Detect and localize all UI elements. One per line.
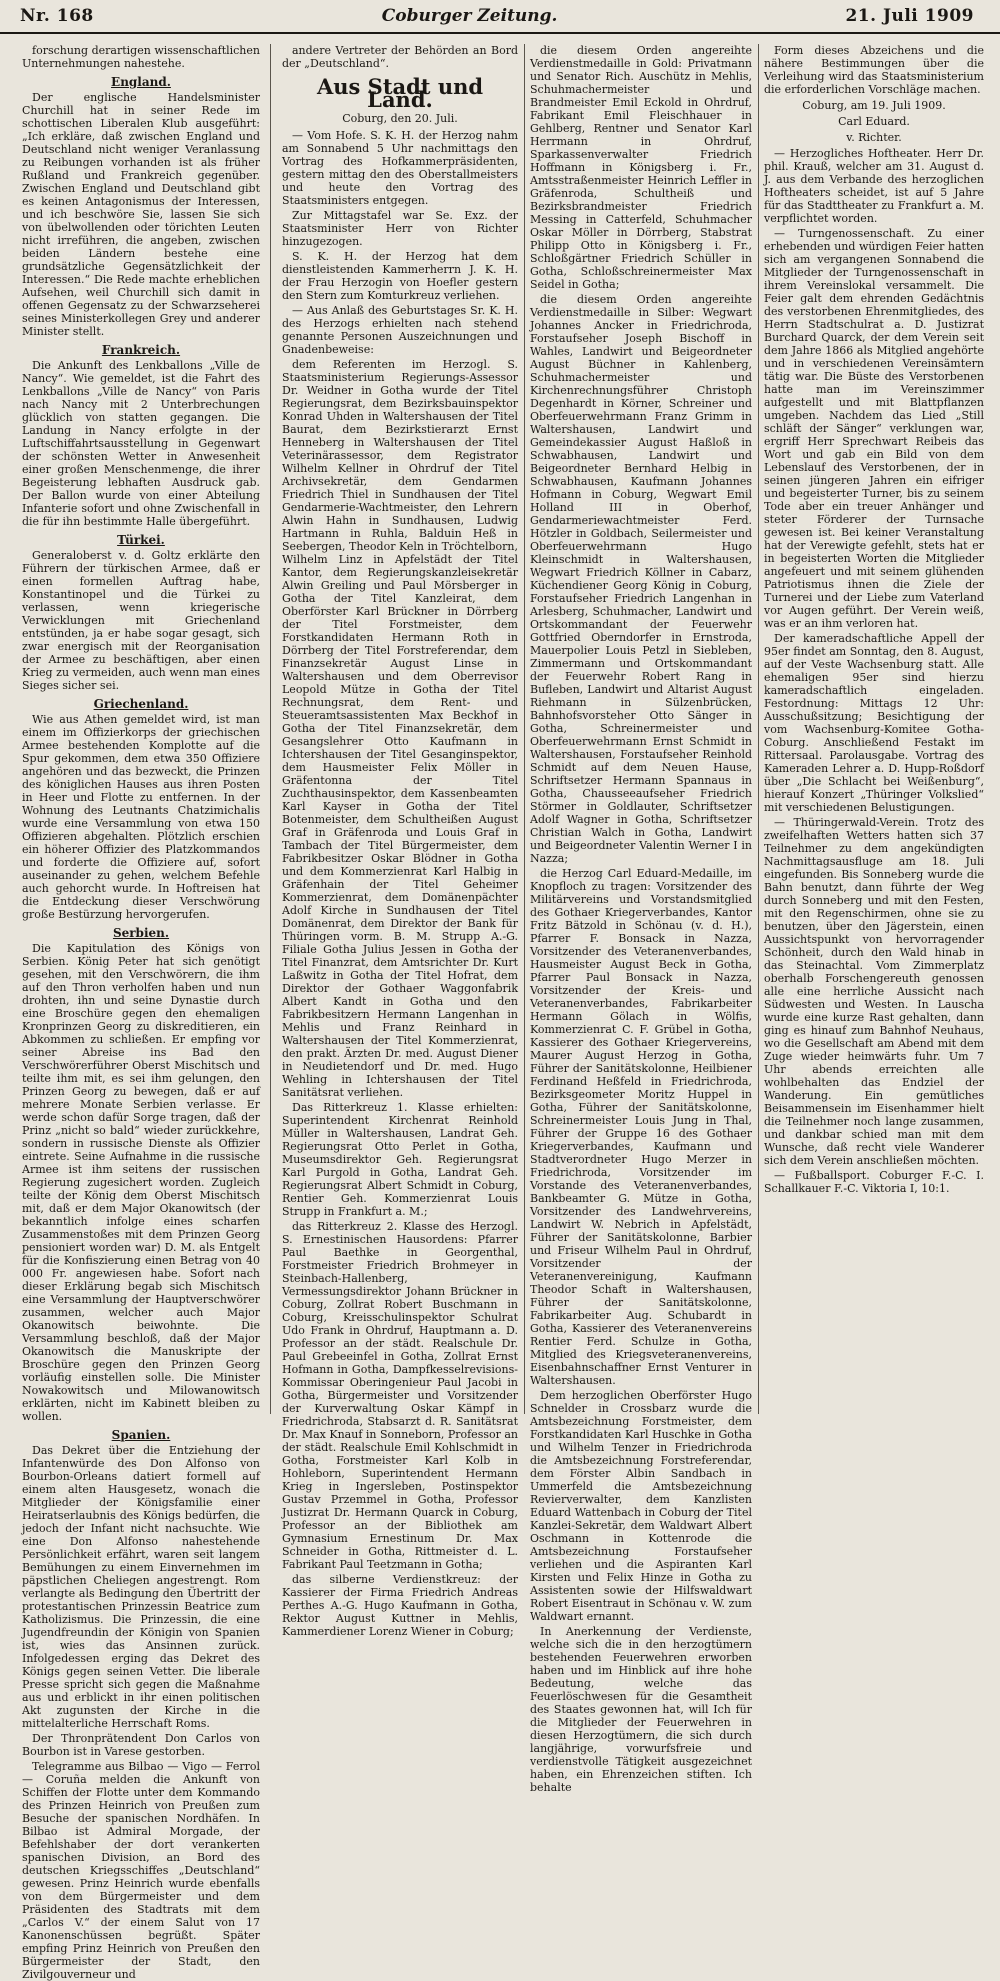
article-text: die diesem Orden angereihte Verdienstmedaille in Gold: Privatmann und Senator Rich. Auschütz in Mehlis, Schuhmachermeister und Brandmeister Emil Eckold in Ohrdruf, Fabrikant Emil Fleischhauer in Gehlberg, Rentner und Senator Karl Herrmann in Ohrdruf, Sparkassenverwalter Friedrich Hoffmann in Königsberg i. Fr., Amtsstraßenmeister Heinrich Leffler in Gräfenroda, Schultheiß und Bezirksbrandmeister Friedrich Messing in Catterfeld, Schuhmacher Oskar Möller in Dörrberg, Stabstrat Philipp Otto in Königsberg i. Fr., Schloßgärtner Friedrich Schüller in Gotha, Schloßschreinermeister Max Seidel in Gotha;: [530, 44, 752, 291]
article-text: Wie aus Athen gemeldet wird, ist man einem im Offizierkorps der griechischen Armee bestehenden Komplotte auf die Spur gekommen, dem etwa 350 Offiziere angehören und das bezweckt, die Prinzen des königlichen Hauses aus ihren Posten in Heer und Flotte zu entfernen. In der Wohnung des Leutnants Chatzimichalis wurde eine Versammlung von etwa 150 Offizieren abgehalten. Plötzlich erschien ein höherer Offizier des Platzkommandos und forderte die Offiziere auf, sofort auseinander zu gehen, welchem Befehle auch gehorcht wurde. In Hoftreisen hat die Entdeckung dieser Verschwörung große Bestürzung hervorgerufen.: [22, 713, 260, 921]
dateline: Coburg, den 20. Juli.: [342, 112, 458, 125]
column-3: [530, 44, 752, 1794]
article-text: das silberne Verdienstkreuz: der Kassierer der Firma Friedrich Andreas Perthes A.-G. Hugo Kaufmann in Gotha, Rektor August Kuttner in Mehlis, Kammerdiener Lorenz Wiener in Coburg;: [282, 1573, 518, 1638]
article-text: S. K. H. der Herzog hat dem dienstleistenden Kammerherrn J. K. H. der Frau Herzogin von Hoefler gestern den Stern zum Komturkreuz verliehen.: [282, 250, 518, 302]
section-heading-england: England.: [111, 75, 171, 89]
article-text: Der kameradschaftliche Appell der 95er findet am Sonntag, den 8. August, auf der Veste Wachsenburg statt. Alle ehemaligen 95er sind hierzu kameradschaftlich eingeladen. Festordnung: Mittags 12 Uhr: Ausschußsitzung; Besichtigung der vom Wachsenburg-Komitee Gotha-Coburg. Anschließend Festakt im Rittersaal. Parolausgabe. Vortrag des Kameraden Lehrer a. D. Hupp-Roßdorf über „Die Schlacht bei Weißenburg“, hierauf Konzert „Thüringer Volkslied“ mit verschiedenen Belustigungen.: [764, 632, 984, 814]
column-1: [22, 44, 260, 1981]
column-rule: [270, 44, 271, 1414]
article-text: Zur Mittagstafel war Se. Exz. der Staatsminister Herr von Richter hinzugezogen.: [282, 209, 518, 248]
section-heading-spain: Spanien.: [111, 1428, 171, 1442]
column-4: [764, 44, 984, 1414]
article-text: andere Vertreter der Behörden an Bord der „Deutschland“.: [282, 44, 518, 70]
article-text: das Ritterkreuz 2. Klasse des Herzogl. S. Ernestinischen Hausordens: Pfarrer Paul Baethke in Georgenthal, Forstmeister Friedrich Brohmeyer in Steinbach-Hallenberg, Vermessungsdirektor Johann Brückner in Coburg, Zollrat Robert Buschmann in Coburg, Kreisschulinspektor Schulrat Udo Frank in Ohrdruf, Hauptmann a. D. Professor an der städt. Realschule Dr. Paul Grebeeinfel in Gotha, Zollrat Ernst Hofmann in Gotha, Dampfkesselrevisions-Kommissar Oberingenieur Paul Jacobi in Gotha, Bürgermeister und Vorsitzender der Kurverwaltung Oskar Kämpf in Friedrichroda, Stabsarzt d. R. Sanitätsrat Dr. Max Knauf in Sonneborn, Professor an der städt. Realschule Emil Kohlschmidt in Gotha, Forstmeister Karl Kolb in Hohleborn, Superintendent Hermann Krieg in Ingersleben, Postinspektor Gustav Przemmel in Gotha, Professor Justizrat Dr. Hermann Quarck in Coburg, Professor an der Bibliothek am Gymnasium Ernestinum Dr. Max Schneider in Gotha, Rittmeister d. L. Fabrikant Paul Teetzmann in Gotha;: [282, 1220, 519, 1571]
article-text: Die Ankunft des Lenkballons „Ville de Nancy“. Wie gemeldet, ist die Fahrt des Lenkballons „Ville de Nancy“ von Paris nach Nancy mit 2 Unterbrechungen glücklich von statten gegangen. Die Landung in Nancy erfolgte in der Luftschiffahrtsausstellung in Gegenwart der schönsten Wetter in Anwesenheit einer großen Menschenmenge, die ihrer Begeisterung lebhaften Ausdruck gab. Der Ballon wurde von einer Abteilung Infanterie sofort und ohne Zwischenfall in die für ihn bestimmte Halle übergeführt.: [22, 359, 260, 528]
column-rule: [758, 44, 759, 1414]
article-text: In Anerkennung der Verdienste, welche sich die in den herzogtümern bestehenden Feuerwehren erworben haben und im Hinblick auf ihre hohe Bedeutung, welche das Feuerlöschwesen für die Gesamtheit des Staates gewonnen hat, will Ich für die Mitglieder der Feuerwehren in diesen Herzogtümern, die sich durch langjährige, vorwurfsfreie und verdienstvolle Tätigkeit ausgezeichnet haben, ein Ehrenzeichen stiften. Ich behalte: [530, 1625, 752, 1794]
article-text: Das Dekret über die Entziehung der Infantenwürde des Don Alfonso von Bourbon-Orleans datiert formell auf einem alten Hausgesetz, wonach die Mitglieder der Königsfamilie einer Heiratserlaubnis des Königs bedürfen, die jedoch der Infant nicht nachsuchte. Wie eine Don Alfonso nahestehende Persönlichkeit erfährt, waren seit langem Bemühungen zu einem Einvernehmen im päpstlichen Cheliegen angestrengt. Rom verlangte als Bedingung den Übertritt der protestantischen Prinzessin Beatrice zum Katholizismus. Die Prinzessin, die eine Jugendfreundin der Königin von Spanien ist, wies das Ansinnen zurück. Infolgedessen erging das Dekret des Königs gegen seinen Vetter. Die liberale Presse spricht sich gegen die Maßnahme aus und erblickt in ihr einen politischen Akt zugunsten der Kirche in die mittelalterliche Herrschaft Roms.: [22, 1444, 260, 1730]
signature-duke: Carl Eduard.: [838, 115, 910, 128]
article-text: Generaloberst v. d. Goltz erklärte den Führern der türkischen Armee, daß er einen formellen Auftrag habe, Konstantinopel und die Türkei zu verlassen, wenn kriegerische Verwicklungen mit Griechenland entstünden, ja er habe sogar gesagt, sich zwar energisch mit der Reorganisation der Armee zu beschäftigen, aber einen Krieg zu vermeiden, auch wenn man eines Sieges sicher sei.: [22, 549, 260, 692]
article-text: Telegramme aus Bilbao — Vigo — Ferrol — Coruña melden die Ankunft von Schiffen der Flotte unter dem Kommando des Prinzen Heinrich von Preußen zum Besuche der spanischen Nordhäfen. In Bilbao ist Admiral Morgade, der Befehlshaber der dort verankerten spanischen Division, an Bord des deutschen Kriegsschiffes „Deutschland“ gewesen. Prinz Heinrich wurde ebenfalls von dem Bürgermeister und dem Präsidenten des Stadtrats mit dem „Carlos V.“ der einem Salut von 17 Kanonenschüssen begrüßt. Später empfing Prinz Heinrich von Preußen den Bürgermeister der Stadt, den Zivilgouverneur und: [22, 1760, 260, 1981]
article-text: die diesem Orden angereihte Verdienstmedaille in Silber: Wegwart Johannes Ancker in Friedrichroda, Forstaufseher Joseph Bischoff in Wahles, Landwirt und Beigeordneter August Büchner in Kahlenberg, Schuhmachermeister und Kirchenrechnungsführer Christoph Degenhardt in Körner, Schreiner und Oberfeuerwehrmann Franz Grimm in Waltershausen, Landwirt und Gemeindekassier August Haßloß in Schwabhausen, Landwirt und Beigeordneter Bernhard Helbig in Schwabhausen, Kaufmann Johannes Hofmann in Coburg, Wegwart Emil Holland III in Oberhof, Gendarmeriewachtmeister Ferd. Hötzler in Goldbach, Seilermeister und Oberfeuerwehrmann Hugo Kleinschmidt in Waltershausen, Wegwart Friedrich Köllner in Cabarz, Küchendiener Georg König in Coburg, Forstaufseher Friedrich Langenhan in Arlesberg, Schuhmacher, Landwirt und Ortskommandant der Feuerwehr Gottfried Oberndorfer in Ernstroda, Mauerpolier Louis Petzl in Siebleben, Zimmermann und Ortskommandant der Feuerwehr Robert Rang in Bufleben, Landwirt und Altarist August Riehmann in Sülzenbrücken, Bahnhofsvorsteher Otto Sänger in Gotha, Schreinermeister und Oberfeuerwehrmann Ernst Schmidt in Waltershausen, Forstaufseher Reinhold Schmidt auf dem Neuen Hause, Schriftsetzer Hermann Spannaus in Gotha, Chausseeaufseher Friedrich Störmer in Goldlauter, Schriftsetzer Adolf Wagner in Gotha, Schriftsetzer Christian Walch in Gotha, Landwirt und Beigeordneter Valentin Werner I in Nazza;: [530, 293, 752, 865]
article-text: Die Kapitulation des Königs von Serbien. König Peter hat sich genötigt gesehen, mit den Verschwörern, die ihm auf den Thron verholfen haben und nun drohten, ihn und seine Dynastie durch eine Broschüre gegen den ehemaligen Kronprinzen Georg zu diskreditieren, ein Abkommen zu schließen. Er empfing vor seiner Abreise ins Bad den Verschwörerführer Oberst Mischitsch und teilte ihm mit, es sei ihm gelungen, den Prinzen Georg zu bewegen, daß er auf mehrere Monate Serbien verlasse. Er werde schon dafür Sorge tragen, daß der Prinz „nicht so bald“ wieder zurückkehre, sondern in russische Dienste als Offizier eintrete. Seine Aufnahme in die russische Armee ist ihm seitens der russischen Regierung zugesichert worden. Zugleich teilte der König dem Oberst Mischitsch mit, daß er dem Major Okanowitsch (der bekanntlich infolge eines scharfen Zusammenstoßes mit dem Prinzen Georg pensioniert worden war) D. M. als Entgelt für die Konfiszierung einen Betrag von 40 000 Fr. angewiesen habe. Sofort nach dieser Erklärung begab sich Mischitsch eine Versammlung der Hauptverschwörer zusammen, welcher auch Major Okanowitsch beiwohnte. Die Versammlung beschloß, daß der Major Okanowitsch die Manuskripte der Broschüre gegen den Prinzen Georg vorläufig einstellen solle. Die Minister Nowakowitsch und Milowanowitsch erklärten, nicht im Kabinett bleiben zu wollen.: [22, 942, 260, 1423]
article-text: — Herzogliches Hoftheater. Herr Dr. phil. Krauß, welcher am 31. August d. J. aus dem Verbande des herzoglichen Hoftheaters scheidet, ist auf 5 Jahre für das Stadttheater zu Frankfurt a. M. verpflichtet worden.: [764, 147, 984, 225]
article-text: forschung derartigen wissenschaftlichen Unternehmungen nahestehe.: [22, 44, 260, 70]
section-heading-turkey: Türkei.: [117, 533, 165, 547]
article-text: Dem herzoglichen Oberförster Hugo Schnelder in Crossbarz wurde die Amtsbezeichnung Forstmeister, dem Forstkandidaten Karl Huschke in Gotha und Wilhelm Tenzer in Friedrichroda die Amtsbezeichnung Forstreferendar, dem Förster Albin Sandbach in Ummerfeld die Amtsbezeichnung Revierverwalter, dem Kanzlisten Eduard Wattenbach in Coburg der Titel Kanzlei-Sekretär, dem Waldwart Albert Oschmann in Kottenrode die Amtsbezeichnung Forstaufseher verliehen und die Aspiranten Karl Kirsten und Felix Hinze in Gotha zu Assistenten sowie der Hilfswaldwart Robert Eisentraut in Schönau v. W. zum Waldwart ernannt.: [530, 1389, 752, 1623]
article-text: Der Thronprätendent Don Carlos von Bourbon ist in Varese gestorben.: [22, 1732, 260, 1758]
article-text: Der englische Handelsminister Churchill hat in seiner Rede im schottischen Liberalen Klub ausgeführt: „Ich erkläre, daß zwischen England und Deutschland nicht weniger Veranlassung zu Reibungen vorhanden ist als früher Rußland und Frankreich gegenüber. Zwischen England und Deutschland gibt es keinen Antagonismus der Interessen, und ich beschwöre Sie, lassen Sie sich von übelwollenden oder törichten Leuten nicht irreführen, die angeben, zwischen beiden Ländern bestehe eine grundsätzliche Gegensätzlichkeit der Interessen.“ Die Rede machte erheblichen Aufsehen, weil Churchill sich damit in offenen Gegensatz zu der Schwarzseherei seines Ministerkollegen Grey und anderer Minister stellt.: [22, 91, 260, 338]
section-heading-serbia: Serbien.: [112, 926, 170, 940]
article-text: — Vom Hofe. S. K. H. der Herzog nahm am Sonnabend 5 Uhr nachmittags den Vortrag des Hofkammerpräsidenten, gestern mittag den des Oberstallmeisters und heute den Vortrag des Staatsministers entgegen.: [282, 129, 518, 207]
newspaper-title: Coburger Zeitung.: [381, 6, 558, 26]
article-text: dem Referenten im Herzogl. S. Staatsministerium Regierungs-Assessor Dr. Weidner in Gotha wurde der Titel Regierungsrat, dem Bezirksbauinspektor Konrad Uhden in Waltershausen der Titel Baurat, dem Bezirkstierarzt Ernst Henneberg in Waltershausen der Titel Veterinärassessor, dem Registrator Wilhelm Kellner in Ohrdruf der Titel Archivsekretär, dem Gendarmen Friedrich Thiel in Sundhausen der Titel Gendarmerie-Wachtmeister, den Lehrern Alwin Hahn in Sundhausen, Ludwig Hartmann in Ruhla, Balduin Heß in Seebergen, Theodor Keln in Tröchtelborn, Wilhelm Linz in Apfelstädt der Titel Kantor, dem Regierungskanzleisekretär Alwin Greiling und Paul Mörsberger in Gotha der Titel Kanzleirat, dem Oberförster Karl Brückner in Dörrberg der Titel Forstmeister, dem Forstkandidaten Hermann Roth in Dörrberg der Titel Forstreferendar, dem Finanzsekretär August Linse in Waltershausen und dem Oberrevisor Leopold Mütze in Gotha der Titel Rechnungsrat, dem Rent- und Steueramtsassistenten Max Beckhof in Gotha der Titel Finanzsekretär, dem Gesangslehrer Otto Kaufmann in Ichtershausen der Titel Gesanginspektor, dem Hausmeister Felix Möller in Gräfentonna der Titel Zuchthausinspektor, dem Kassenbeamten Karl Kayser in Gotha der Titel Botenmeister, dem Schultheißen August Graf in Gräfenroda und Louis Graf in Tambach der Titel Bürgermeister, dem Fabrikbesitzer Oskar Blödner in Gotha und dem Kommerzienrat Karl Halbig in Gräfenhain der Titel Geheimer Kommerzienrat, dem Domänenpächter Adolf Kirche in Sundhausen der Titel Domänenrat, dem Direktor der Bank für Thüringen vorm. B. M. Strupp A.-G. Filiale Gotha Julius Jessen in Gotha der Titel Finanzrat, dem Amtsrichter Dr. Kurt Laßwitz in Gotha der Titel Hofrat, dem Direktor der Gothaer Waggonfabrik Albert Kandt in Gotha und den Fabrikbesitzern Hermann Langenhan in Mehlis und Franz Reinhard in Waltershausen der Titel Kommerzienrat, den prakt. Ärzten Dr. med. August Diener in Neudietendorf und Dr. med. Hugo Wehling in Ichtershausen der Titel Sanitätsrat verliehen.: [282, 358, 519, 1099]
signature-minister: v. Richter.: [846, 131, 902, 144]
issue-date: 21. Juli 1909: [845, 6, 974, 26]
dateline: Coburg, am 19. Juli 1909.: [802, 99, 946, 112]
article-text: — Aus Anlaß des Geburtstages Sr. K. H. des Herzogs erhielten nach stehend genannte Personen Auszeichnungen und Gnadenbeweise:: [282, 304, 518, 356]
masthead: [0, 0, 1000, 34]
article-text: — Turngenossenschaft. Zu einer erhebenden und würdigen Feier hatten sich am vergangenen Sonnabend die Mitglieder der Turngenossenschaft in ihrem Vereinslokal versammelt. Die Feier galt dem ehrenden Gedächtnis des verstorbenen Ehrenmitgliedes, des Herrn Stadtschulrat a. D. Justizrat Burchard Quarck, der dem Verein seit dem Jahre 1866 als Mitglied angehörte und in verschiedenen Vereinsämtern tätig war. Die Büste des Verstorbenen hatte man im Vereinszimmer aufgestellt und mit Blattpflanzen umgeben. Nachdem das Lied „Still schläft der Sänger“ verklungen war, ergriff Herr Sprechwart Reibeis das Wort und gab ein Bild von dem Lebenslauf des Verstorbenen, der in seinen jüngeren Jahren ein eifriger und begeisterter Turner, bis zu seinem Tode aber ein treuer Anhänger und steter Förderer der Turnsache gewesen ist. Bei keiner Veranstaltung hat der Verewigte gefehlt, stets hat er in begeisterten Worten die Mitglieder angefeuert und mit seinem glühenden Patriotismus ihnen die Ziele der Turnerei und der Liebe zum Vaterland vor Augen geführt. Der Verein weiß, was er an ihm verloren hat.: [764, 227, 984, 630]
article-text: Form dieses Abzeichens und die nähere Bestimmungen über die Verleihung wird das Staatsministerium die erforderlichen Vorschläge machen.: [764, 44, 984, 96]
article-text: — Thüringerwald-Verein. Trotz des zweifelhaften Wetters hatten sich 37 Teilnehmer zu dem angekündigten Nachmittagsausfluge am 18. Juli eingefunden. Bis Sonneberg wurde die Bahn benutzt, dann führte der Weg durch Sonneberg und mit den Festen, mit den Regenschirmen, ohne sie zu benutzen, über den Jägerstein, einen Aussichtspunkt von hervorragender Schönheit, durch den Wald hinab in das Steinachtal. Vom Zimmerplatz oberhalb Forschengereuth genossen alle eine herrliche Aussicht nach Südwesten und Westen. In Lauscha wurde eine kurze Rast gehalten, dann ging es hinauf zum Bahnhof Neuhaus, wo die Gesellschaft am Abend mit dem Zuge wieder heimwärts fuhr. Um 7 Uhr abends erreichten alle wohlbehalten das Endziel der Wanderung. Ein gemütliches Beisammensein im Eisenhammer hielt die Teilnehmer noch lange zusammen, und dankbar schied man mit dem Wunsche, daß recht viele Wanderer sich dem Verein anschließen möchten.: [764, 816, 984, 1167]
column-2: [282, 44, 519, 1638]
section-heading-greece: Griechenland.: [93, 697, 189, 711]
section-heading-local: Aus Stadt und Land.: [316, 74, 484, 112]
column-rule: [524, 44, 525, 1414]
article-text: — Fußballsport. Coburger F.-C. I. Schallkauer F.-C. Viktoria I, 10:1.: [764, 1169, 984, 1195]
issue-number: Nr. 168: [20, 6, 94, 26]
section-heading-france: Frankreich.: [101, 343, 181, 357]
article-text: Das Ritterkreuz 1. Klasse erhielten: Superintendent Kirchenrat Reinhold Müller in Waltershausen, Landrat Geh. Regierungsrat Otto Perlet in Gotha, Museumsdirektor Geh. Regierungsrat Karl Purgold in Gotha, Landrat Geh. Regierungsrat Albert Schmidt in Coburg, Rentier Geh. Kommerzienrat Louis Strupp in Frankfurt a. M.;: [282, 1101, 518, 1218]
article-text: die Herzog Carl Eduard-Medaille, im Knopfloch zu tragen: Vorsitzender des Militärvereins und Vorstandsmitglied des Gothaer Kriegerverbandes, Kantor Fritz Bätzold in Schönau (v. d. H.), Pfarrer F. Bonsack in Nazza, Vorsitzender des Veteranenverbandes, Hausmeister August Beck in Gotha, Pfarrer Paul Bonsack in Nazza, Vorsitzender der Kreis- und Veteranenverbandes, Fabrikarbeiter Hermann Gölach in Wölfis, Kommerzienrat C. F. Grübel in Gotha, Kassierer des Gothaer Kriegervereins, Maurer August Herzog in Gotha, Führer der Sanitätskolonne, Heilbiener Ferdinand Heßfeld in Friedrichroda, Bezirksgeometer Moritz Huppel in Gotha, Führer der Sanitätskolonne, Schreinermeister Louis Jung in Thal, Führer der Gruppe 16 des Gothaer Kriegerverbandes, Kaufmann und Stadtverordneter Hugo Merzer in Friedrichroda, Vorsitzender im Vorstande des Veteranenverbandes, Bankbeamter G. Mütze in Gotha, Vorsitzender des Landwehrvereins, Landwirt W. Nebrich in Apfelstädt, Führer der Sanitätskolonne, Barbier und Friseur Wilhelm Paul in Ohrdruf, Vorsitzender der Veteranenvereinigung, Kaufmann Theodor Schaft in Waltershausen, Führer der Sanitätskolonne, Fabrikarbeiter Aug. Schubardt in Gotha, Kassierer des Veteranenvereins Rentier Ferd. Schulze in Gotha, Mitglied des Kriegsveteranenvereins, Eisenbahnschaffner Ernst Venturer in Waltershausen.: [530, 867, 752, 1387]
